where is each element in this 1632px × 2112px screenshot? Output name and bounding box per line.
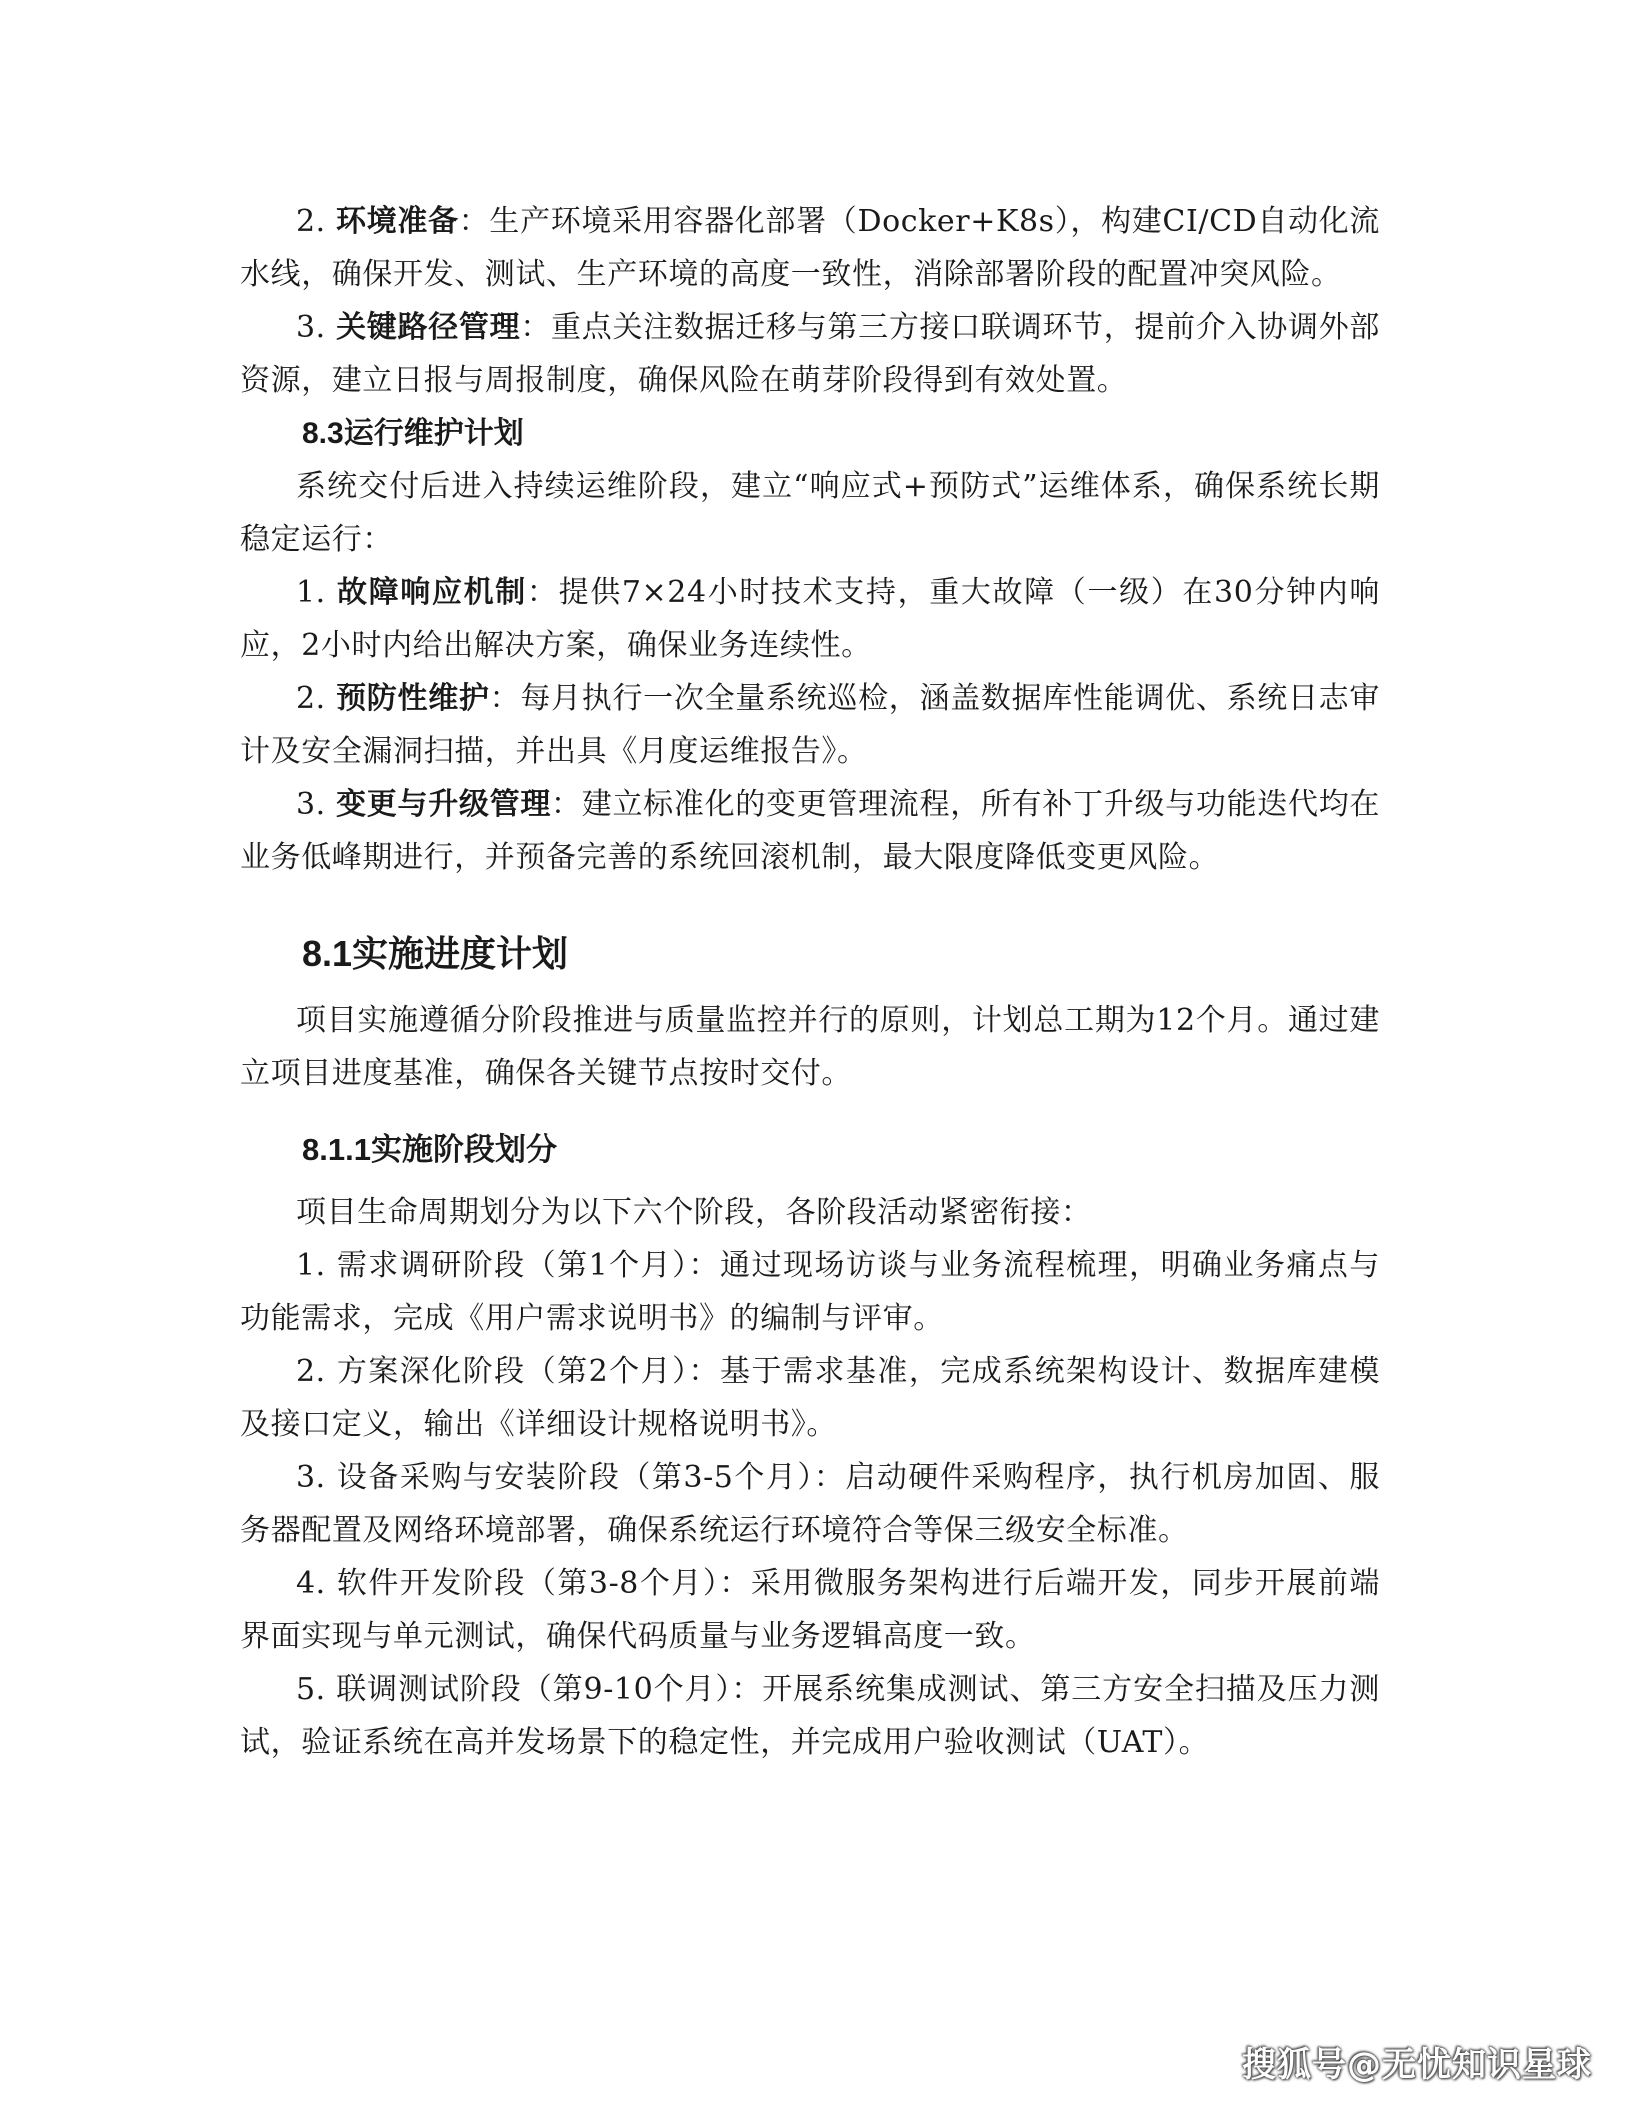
list-item: 2. 预防性维护：每月执行一次全量系统巡检，涵盖数据库性能调优、系统日志审计及安全漏洞扫描，并出具《月度运维报告》。: [240, 681, 1380, 769]
section-intro: 系统交付后进入持续运维阶段，建立“响应式+预防式”运维体系，确保系统长期稳定运行：: [240, 469, 1380, 557]
list-item: 3. 设备采购与安装阶段（第3-5个月）：启动硬件采购程序，执行机房加固、服务器配置及网络环境部署，确保系统运行环境符合等保三级安全标准。: [240, 1460, 1381, 1548]
list-item: 1. 故障响应机制：提供7×24小时技术支持，重大故障（一级）在30分钟内响应，2小时内给出解决方案，确保业务连续性。: [240, 575, 1380, 663]
list-item: 2. 方案深化阶段（第2个月）：基于需求基准，完成系统架构设计、数据库建模及接口定义，输出《详细设计规格说明书》。: [240, 1354, 1380, 1442]
item-label: 变更与升级管理: [336, 787, 552, 822]
list-item: 1. 需求调研阶段（第1个月）：通过现场访谈与业务流程梳理，明确业务痛点与功能需求，完成《用户需求说明书》的编制与评审。: [240, 1248, 1380, 1336]
section-intro: 项目生命周期划分为以下六个阶段，各阶段活动紧密衔接：: [296, 1195, 1092, 1230]
section-intro: 项目实施遵循分阶段推进与质量监控并行的原则，计划总工期为12个月。通过建立项目进度基准，确保各关键节点按时交付。: [240, 1003, 1380, 1091]
list-item-critical-path: 3. 关键路径管理：重点关注数据迁移与第三方接口联调环节，提前介入协调外部资源，建立日报与周报制度，确保风险在萌芽阶段得到有效处置。: [240, 310, 1381, 398]
list-item-env-prep: 2. 环境准备：生产环境采用容器化部署（Docker+K8s），构建CI/CD自动化流水线，确保开发、测试、生产环境的高度一致性，消除部署阶段的配置冲突风险。: [240, 204, 1381, 292]
section-heading-8-1-1: 8.1.1实施阶段划分: [302, 1132, 557, 1167]
list-item: 5. 联调测试阶段（第9-10个月）：开展系统集成测试、第三方安全扫描及压力测试，验证系统在高并发场景下的稳定性，并完成用户验收测试（UAT）。: [240, 1672, 1381, 1760]
item-label: 预防性维护: [336, 681, 490, 716]
watermark: 搜狐号@无忧知识星球: [1242, 2045, 1592, 2085]
document-page: [240, 195, 1380, 1769]
item-label: 关键路径管理: [336, 310, 521, 345]
section-heading-8-3: 8.3运行维护计划: [302, 416, 524, 451]
section-heading-8-1: 8.1实施进度计划: [302, 933, 569, 974]
list-item: 4. 软件开发阶段（第3-8个月）：采用微服务架构进行后端开发，同步开展前端界面实现与单元测试，确保代码质量与业务逻辑高度一致。: [240, 1566, 1381, 1654]
list-item: 3. 变更与升级管理：建立标准化的变更管理流程，所有补丁升级与功能迭代均在业务低峰期进行，并预备完善的系统回滚机制，最大限度降低变更风险。: [240, 787, 1381, 875]
item-label: 环境准备: [336, 204, 459, 239]
item-label: 故障响应机制: [337, 575, 527, 610]
